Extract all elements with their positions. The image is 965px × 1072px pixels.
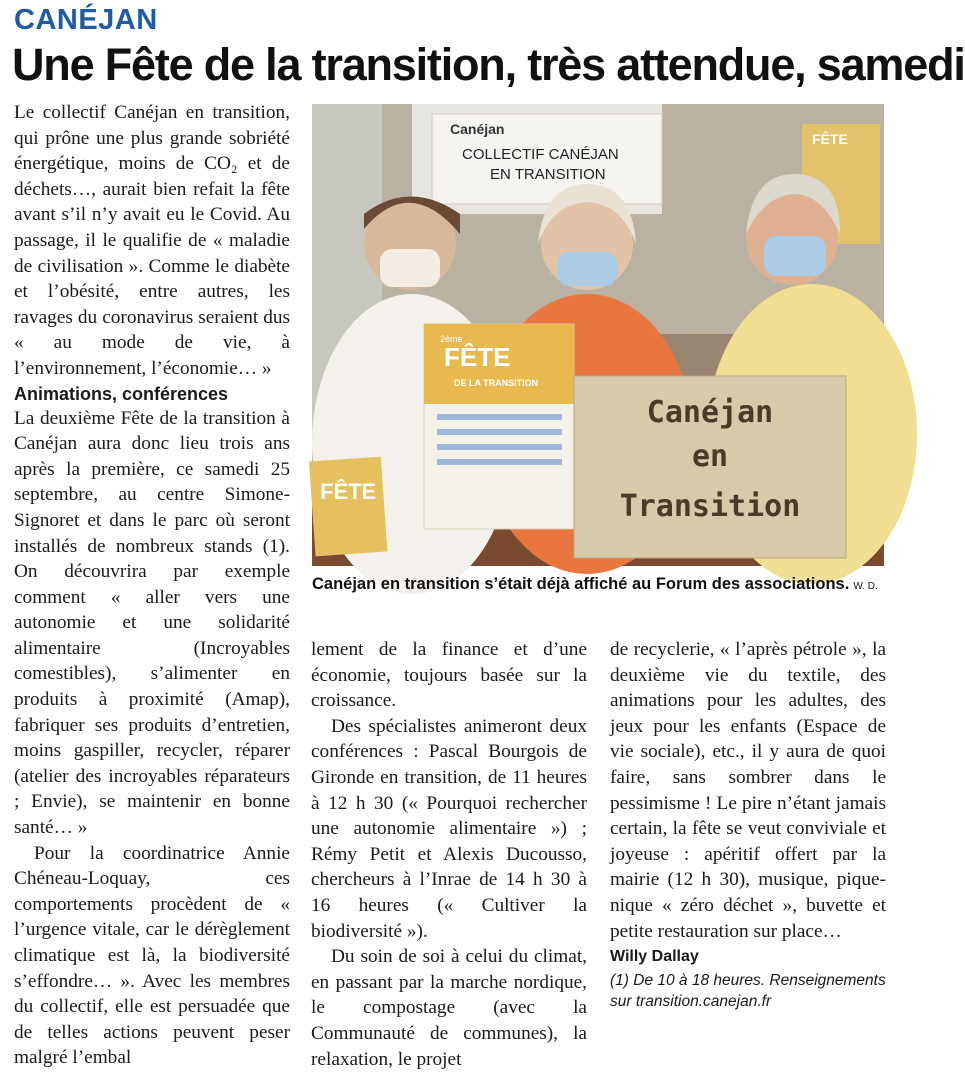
- headline: Une Fête de la transition, très attendue, samedi: [12, 39, 965, 90]
- section-kicker: CANÉJAN: [14, 4, 158, 36]
- subheading: Animations, conférences: [14, 383, 229, 404]
- poster-number: 2ème: [440, 334, 463, 344]
- poster-title-2: DE LA TRANSITION: [454, 378, 539, 388]
- photo-caption: [312, 574, 888, 597]
- column-3: [610, 637, 886, 1031]
- intro-paragraph: Le collectif Canéjan en transition, qui prône une plus grande sobriété énergétique, moins de CO₂ et de déchets…, aurait bien refait la fête avant s’il n’y avait eu le Covid. Au passage, il le qualifie de « maladie de civilisation ». Comme le diabète et l’obésité, entre autres, les ravages du coronavirus seraient dus « au mode de vie, à l’environnement, l’économie… »: [14, 102, 290, 379]
- poster-title-1: FÊTE: [444, 342, 511, 372]
- soin-continuation: de recyclerie, « l’après pétrole », la deuxième vie du textile, des animations pour les adultes, des jeux pour les enfants (Espace de vie sociale), etc., il y aura de quoi faire, sans sombrer dans le pessimisme ! Le pire n’étant jamais certain, la fête se veut conviviale et joyeuse : apéritif offert par la mairie (12 h 30), musique, pique-nique « zéro déchet », buvette et petite restauration sur place…: [610, 639, 886, 942]
- article-photo: [312, 104, 884, 566]
- soin-paragraph: Du soin de soi à celui du climat, en passant par la marche nordique, le compostage (avec la Communauté de communes), la relaxation, le projet: [311, 946, 587, 1070]
- sign-line-3: Transition: [619, 489, 801, 524]
- wall-poster-text: FÊTE: [812, 131, 848, 147]
- left-poster-text: FÊTE: [320, 479, 377, 504]
- photo-illustration: [312, 104, 884, 566]
- author-signature: Willy Dallay: [610, 948, 699, 966]
- photo-credit: W. D.: [853, 581, 878, 592]
- caption-text: Canéjan en transition s’était déjà affiché au Forum des associations.: [312, 575, 850, 593]
- sign-line-1: Canéjan: [646, 395, 774, 430]
- footnote: (1) De 10 à 18 heures. Renseignements sur transition.canejan.fr: [610, 971, 886, 1010]
- banner-text-1: COLLECTIF CANÉJAN: [462, 146, 619, 163]
- animations-paragraph: La deuxième Fête de la transition à Canéjan aura donc lieu trois ans après la première, ce samedi 25 septembre, au centre Simone-Signoret et dans le parc où seront installés de nombreux stands (1). On découvrira par exemple comment « aller vers une autonomie et une solidarité alimentaire (Incroyables comestibles), s’alimenter en produits à proximité (Amap), fabriquer ses produits d’entretien, moins gaspiller, recycler, réparer (atelier des incroyables réparateurs ; Envie), se maintenir en bonne santé… »: [14, 407, 290, 839]
- column-1: [14, 100, 290, 1069]
- coordinatrice-paragraph: Pour la coordinatrice Annie Chéneau-Loquay, ces comportements procèdent de « l’urgence vitale, car le dérèglement climatique est là, la biodiversité s’effondre… ». Avec les membres du collectif, elle est persuadée que de telles actions peuvent peser malgré l’embal: [14, 842, 290, 1069]
- banner-brand: Canéjan: [450, 121, 505, 137]
- sign-line-2: en: [691, 439, 729, 474]
- conferences-paragraph: Des spécialistes animeront deux conférences : Pascal Bourgois de Gironde en transition, de 11 heures à 12 h 30 (« Pourquoi rechercher une autonomie alimentaire ») ; Rémy Petit et Alexis Ducousso, chercheurs à l’Inrae de 14 h 30 à 16 heures (« Cultiver la biodiversité »).: [311, 715, 587, 942]
- coordinatrice-continuation: lement de la finance et d’une économie, toujours basée sur la croissance.: [311, 639, 587, 712]
- banner-text-2: EN TRANSITION: [490, 166, 606, 183]
- column-2: [311, 637, 587, 1070]
